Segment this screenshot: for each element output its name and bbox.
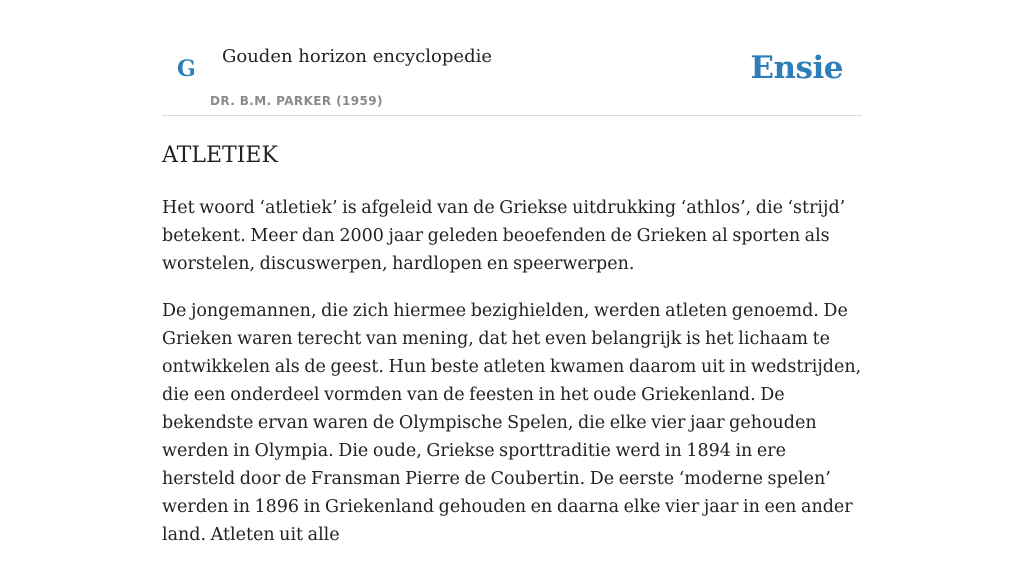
source-author: DR. B.M. PARKER (1959) [210,94,383,108]
article-title: ATLETIEK [162,143,278,168]
source-logo[interactable]: G [177,56,196,82]
article-paragraph: Het woord ‘atletiek’ is afgeleid van de Griekse uitdrukking ‘athlos’, die ‘strijd’ betekent. Meer dan 2000 jaar geleden beoefenden de Grieken al sporten als worstelen, discuswerpen, hardlopen en speerwerpen. [162,198,846,274]
page [162,0,862,568]
brand-logo[interactable]: Ensie [750,50,843,86]
article-paragraph: De jongemannen, die zich hiermee bezighielden, werden atleten genoemd. De Grieken waren terecht van mening, dat het even belangrijk is het lichaam te ontwikkelen als de geest. Hun beste atleten kwamen daarom uit in wedstrijden, die een onderdeel vormden van de feesten in het oude Griekenland. De bekendste ervan waren de Olympische Spelen, die elke vier jaar gehouden werden in Olympia. Die oude, Griekse sporttraditie werd in 1894 in ere hersteld door de Fransman Pierre de Coubertin. De eerste ‘moderne spelen’ werden in 1896 in Griekenland gehouden en daarna elke vier jaar in een ander land. Atleten uit alle [162,301,862,545]
article-body [162,194,862,549]
source-header [162,0,862,116]
source-title-link[interactable]: Gouden horizon encyclopedie [222,46,492,67]
